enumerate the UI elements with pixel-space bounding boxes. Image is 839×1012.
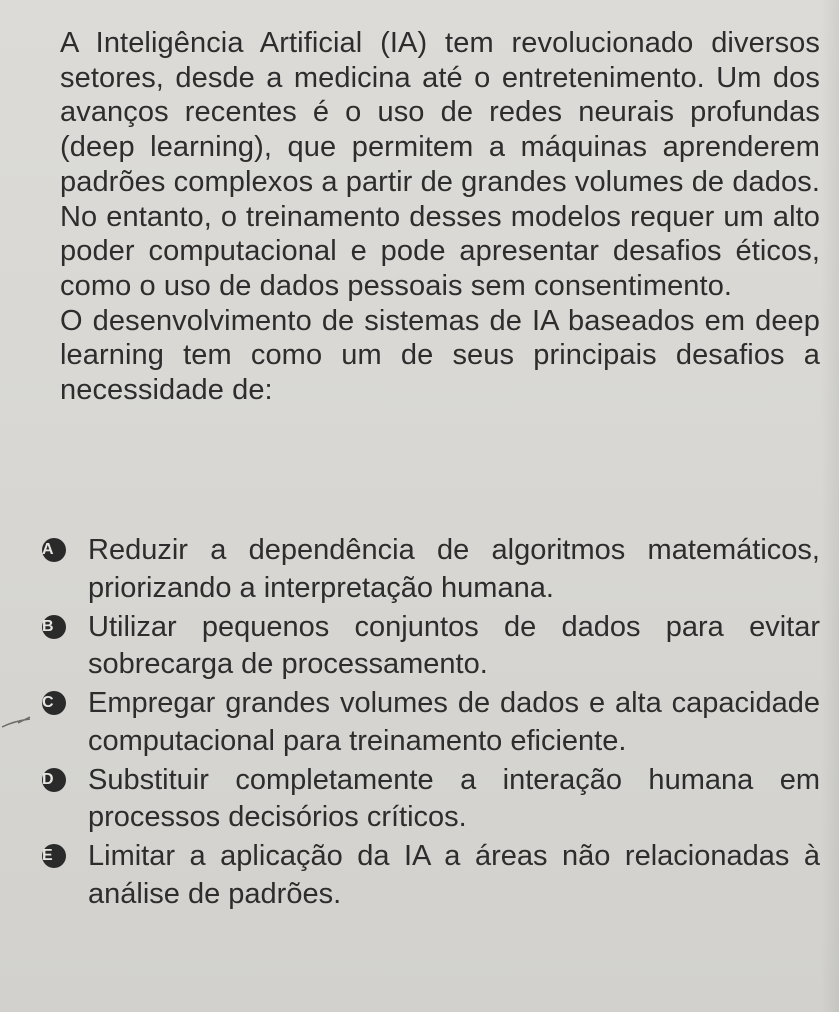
paper-edge-shadow <box>821 0 839 1012</box>
option-d[interactable] <box>42 762 820 837</box>
question-stem <box>60 26 820 408</box>
pen-mark-icon <box>0 715 40 735</box>
option-text-a: Reduzir a dependência de algoritmos matemáticos, priorizando a interpretação humana. <box>88 534 820 604</box>
option-text-c: Empregar grandes volumes de dados e alta capacidade computacional para treinamento eficiente. <box>88 687 820 757</box>
option-letter-d-badge: D <box>42 768 66 792</box>
answer-options <box>42 532 820 915</box>
option-letter-a-badge: A <box>42 538 66 562</box>
option-b[interactable] <box>42 609 820 684</box>
option-text-e: Limitar a aplicação da IA a áreas não relacionadas à análise de padrões. <box>88 840 820 910</box>
option-text-d: Substituir completamente a interação humana em processos decisórios críticos. <box>88 763 820 833</box>
option-a[interactable] <box>42 532 820 607</box>
option-letter-c-badge: C <box>42 691 66 715</box>
option-letter-e-badge: E <box>42 844 66 868</box>
option-e[interactable] <box>42 838 820 913</box>
option-letter-b-badge: B <box>42 615 66 639</box>
question-paragraph-prompt: O desenvolvimento de sistemas de IA baseados em deep learning tem como um de seus principais desafios a necessidade de: <box>60 304 820 407</box>
question-paragraph-context: A Inteligência Artificial (IA) tem revolucionado diversos setores, desde a medicina até o entretenimento. Um dos avanços recentes é o uso de redes neurais profundas (deep learning), que permitem a máquinas aprenderem padrões complexos a partir de grandes volumes de dados. No entanto, o treinamento desses modelos requer um alto poder computacional e pode apresentar desafios éticos, como o uso de dados pessoais sem consentimento. <box>60 27 820 302</box>
option-c[interactable] <box>42 685 820 760</box>
option-text-b: Utilizar pequenos conjuntos de dados para evitar sobrecarga de processamento. <box>88 610 820 680</box>
